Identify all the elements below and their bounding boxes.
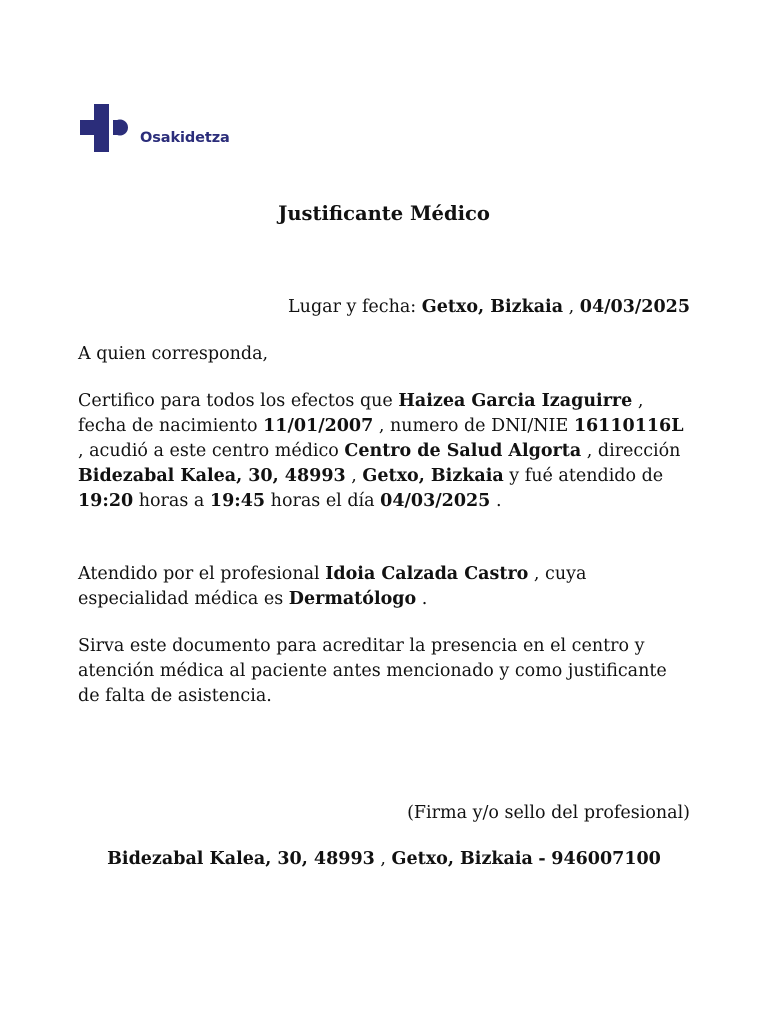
- visit-date: 04/03/2025: [380, 491, 491, 511]
- footer-contact: Bidezabal Kalea, 30, 48993 , Getxo, Bizkaia - 946007100: [107, 849, 661, 869]
- logo-wordmark: Osakidetza: [140, 130, 230, 146]
- signature-note: (Firma y/o sello del profesional): [407, 803, 690, 823]
- closing-paragraph: Sirva este documento para acreditar la presencia en el centro y atención médica al paciente antes mencionado y como justificante de falta de asistencia.: [78, 636, 667, 706]
- medical-center: Centro de Salud Algorta: [344, 441, 582, 461]
- time-from: 19:20: [78, 491, 134, 511]
- dni-number: 16110116L: [573, 416, 684, 436]
- greeting: A quien corresponda,: [78, 344, 269, 364]
- osakidetza-cross-icon: [80, 104, 130, 152]
- footer-address: Bidezabal Kalea, 30, 48993: [107, 849, 375, 869]
- osakidetza-logo: [80, 104, 240, 152]
- professional-name: Idoia Calzada Castro: [325, 564, 529, 584]
- date: 04/03/2025: [579, 297, 690, 317]
- specialty: Dermatólogo: [288, 589, 417, 609]
- document-title: Justificante Médico: [278, 202, 490, 225]
- center-city: Getxo, Bizkaia: [362, 466, 504, 486]
- center-address: Bidezabal Kalea, 30, 48993: [78, 466, 346, 486]
- place-date-label: Lugar y fecha:: [288, 297, 417, 317]
- birth-date: 11/01/2007: [263, 416, 374, 436]
- place-date-line: Lugar y fecha: Getxo, Bizkaia , 04/03/2025: [288, 297, 690, 317]
- place: Getxo, Bizkaia: [421, 297, 564, 317]
- certification-paragraph: Certifico para todos los efectos que Haizea Garcia Izaguirre , fecha de nacimiento 11/01/2007 , numero de DNI/NIE 16110116L , acudió a este centro médico Centro de Salud Algorta , dirección Bidezabal Kalea, 30, 48993 , Getxo, Bizkaia y fué atendido de 19:20 horas a 19:45 horas el día 04/03/2025 .: [78, 391, 684, 511]
- patient-name: Haizea Garcia Izaguirre: [398, 391, 633, 411]
- attended-paragraph: Atendido por el profesional Idoia Calzada Castro , cuya especialidad médica es Dermatólogo .: [78, 564, 587, 609]
- footer-phone: 946007100: [551, 849, 661, 869]
- footer-city: Getxo, Bizkaia: [391, 849, 533, 869]
- time-to: 19:45: [209, 491, 266, 511]
